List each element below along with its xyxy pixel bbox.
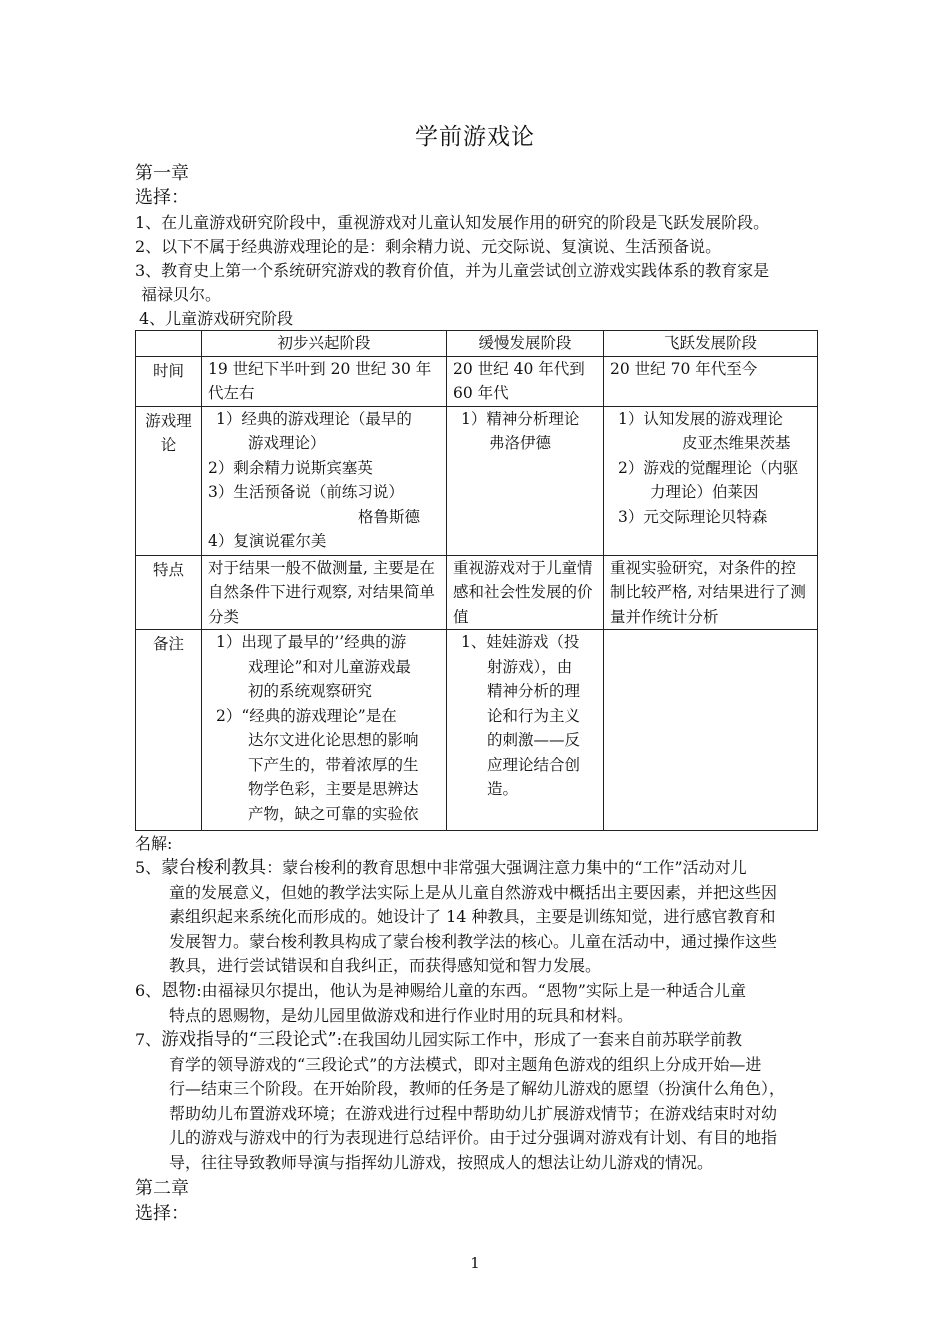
row-label-line: 论 [160, 436, 177, 454]
cell-line: 弗洛伊德 [489, 434, 552, 452]
cell-line: 游戏理论） [248, 434, 326, 452]
cell-line: 初的系统观察研究 [248, 682, 373, 700]
table-row-features [136, 555, 818, 630]
item-number: 7、 [135, 1030, 162, 1049]
item-number: 6、 [135, 981, 162, 1000]
table-cell: 19 世纪下半叶到 20 世纪 30 年代左右 [202, 356, 447, 406]
definition-first-line [135, 979, 825, 1004]
cell-line: 4）复演说霍尔美 [208, 532, 327, 550]
cell-line: 的刺激——反 [487, 731, 581, 749]
cell-line: 1、娃娃游戏（投 [461, 633, 580, 651]
page-number: 1 [470, 1254, 480, 1272]
table-cell [447, 406, 604, 555]
cell-line: 1）精神分析理论 [461, 409, 580, 428]
question-item: 1、在儿童游戏研究阶段中，重视游戏对儿童认知发展作用的研究的阶段是飞跃发展阶段。 [135, 213, 770, 232]
question-item: 2、以下不属于经典游戏理论的是：剩余精力说、元交际说、复演说、生活预备说。 [135, 237, 722, 256]
section-label: 选择： [135, 1203, 189, 1224]
cell-line: 皮亚杰维果茨基 [682, 434, 791, 452]
separator: : [336, 1030, 342, 1049]
definition-line: 帮助幼儿布置游戏环境；在游戏进行过程中帮助幼儿扩展游戏情节；在游戏结束时对幼 [169, 1103, 778, 1123]
definition-first-line [135, 1028, 825, 1053]
definition-body [135, 881, 825, 979]
table-cell [202, 630, 447, 831]
row-label-line: 游戏理 [145, 411, 192, 430]
cell-line: 2）“经典的游戏理论”是在 [216, 706, 397, 725]
definition-item [135, 1028, 825, 1175]
table-cell: 重视实验研究，对条件的控制比较严格, 对结果进行了测量并作统计分析 [604, 555, 818, 630]
item-number: 5、 [135, 858, 162, 877]
table-cell: 20 世纪 40 年代到 60 年代 [447, 356, 604, 406]
cell-clip [453, 630, 597, 830]
cell-line: 3）元交际理论贝特森 [618, 507, 768, 526]
row-label: 备注 [136, 630, 202, 831]
section-label: 名解: [135, 834, 173, 853]
cell-line: 下产生的，带着浓厚的生 [248, 755, 419, 774]
cell-line: 2）游戏的觉醒理论（内驱 [618, 458, 799, 477]
cell-line: 精神分析的理 [487, 682, 581, 700]
question-item-continued: 福禄贝尔。 [141, 285, 222, 304]
table-cell [604, 630, 818, 831]
definition-item [135, 856, 825, 979]
cell-line: 物学色彩，主要是思辨达 [248, 780, 419, 798]
header-cell: 飞跃发展阶段 [604, 331, 818, 357]
definition-text: 在我国幼儿园实际工作中，形成了一套来自前苏联学前教 [341, 1030, 742, 1049]
definition-line: 童的发展意义，但她的教学法实际上是从儿童自然游戏中概括出主要因素，并把这些因 [169, 882, 778, 902]
header-cell [136, 331, 202, 357]
definition-first-line [135, 856, 825, 881]
definition-line: 行—结束三个阶段。在开始阶段，教师的任务是了解幼儿游戏的愿望（扮演什么角色）， [169, 1079, 786, 1098]
row-label [136, 406, 202, 555]
cell-line: 1）认知发展的游戏理论 [618, 409, 783, 428]
definition-term: 游戏指导的“三段论式” [161, 1030, 337, 1050]
cell-clip [208, 630, 440, 830]
definition-text: 由福禄贝尔提出，他认为是神赐给儿童的东西。“恩物”实际上是一种适合儿童 [201, 981, 746, 1000]
definition-term: 蒙台梭利教具 [161, 858, 267, 878]
cell-line: 应理论结合创 [487, 755, 581, 774]
chapter-heading: 第一章 [135, 163, 189, 184]
table-row-time [136, 356, 818, 406]
cell-line: 3）生活预备说（前练习说） [208, 483, 404, 501]
definition-line: 教具，进行尝试错误和自我纠正，而获得感知觉和智力发展。 [169, 956, 602, 975]
definition-term: 恩物 [161, 981, 197, 1001]
definition-line: 发展智力。蒙台梭利教具构成了蒙台梭利教学法的核心。儿童在活动中，通过操作这些 [169, 931, 778, 951]
header-cell: 初步兴起阶段 [202, 331, 447, 357]
definition-body [135, 1053, 825, 1176]
separator: : [196, 981, 202, 1000]
question-item: 4、儿童游戏研究阶段 [139, 309, 294, 328]
cell-line: 论和行为主义 [487, 706, 581, 725]
cell-line: 格鲁斯德 [357, 507, 420, 526]
document-title: 学前游戏论 [415, 124, 535, 150]
cell-line: 达尔文进化论思想的影响 [248, 731, 419, 749]
research-stages-table [135, 330, 818, 831]
row-label: 时间 [136, 356, 202, 406]
cell-line: 力理论）伯莱因 [650, 483, 759, 501]
definition-line: 儿的游戏与游戏中的行为表现进行总结评价。由于过分强调对游戏有计划、有目的地指 [169, 1128, 778, 1147]
table-cell [447, 630, 604, 831]
table-row-notes [136, 630, 818, 831]
cell-line: 射游戏），由 [487, 657, 573, 676]
table-cell [202, 406, 447, 555]
table-cell: 20 世纪 70 年代至今 [604, 356, 818, 406]
table-row-theory [136, 406, 818, 555]
definition-line: 育学的领导游戏的“三段论式”的方法模式，即对主题角色游戏的组织上分成开始—进 [169, 1054, 762, 1074]
row-label: 特点 [136, 555, 202, 630]
separator: ： [266, 858, 283, 877]
definition-item [135, 979, 825, 1028]
cell-line: 2）剩余精力说斯宾塞英 [208, 458, 373, 477]
section-label: 选择： [135, 187, 189, 208]
definition-body [135, 1004, 825, 1029]
cell-line: 1）出现了最早的’’经典的游 [216, 633, 407, 651]
cell-line: 1）经典的游戏理论（最早的 [216, 409, 412, 428]
table-cell: 对于结果一般不做测量, 主要是在自然条件下进行观察, 对结果简单分类 [202, 555, 447, 630]
header-cell: 缓慢发展阶段 [447, 331, 604, 357]
definition-text: 蒙台梭利的教育思想中非常强大强调注意力集中的“工作”活动对儿 [282, 858, 747, 877]
question-item: 3、教育史上第一个系统研究游戏的教育价值，并为儿童尝试创立游戏实践体系的教育家是 [135, 261, 770, 280]
definition-line: 特点的恩赐物，是幼儿园里做游戏和进行作业时用的玩具和材料。 [169, 1005, 634, 1025]
cell-line: 产物，缺之可靠的实验依 [248, 804, 419, 823]
table-header-row [136, 331, 818, 357]
table-cell: 重视游戏对于儿童情感和社会性发展的价值 [447, 555, 604, 630]
cell-line: 戏理论”和对儿童游戏最 [248, 657, 411, 676]
definition-line: 素组织起来系统化而形成的。她设计了 14 种教具，主要是训练知觉，进行感官教育和 [169, 907, 776, 926]
chapter-heading: 第二章 [135, 1178, 189, 1199]
definition-line: 导，往往导致教师导演与指挥幼儿游戏，按照成人的想法让幼儿游戏的情况。 [169, 1152, 714, 1172]
table-cell [604, 406, 818, 555]
cell-line: 造。 [487, 780, 519, 798]
